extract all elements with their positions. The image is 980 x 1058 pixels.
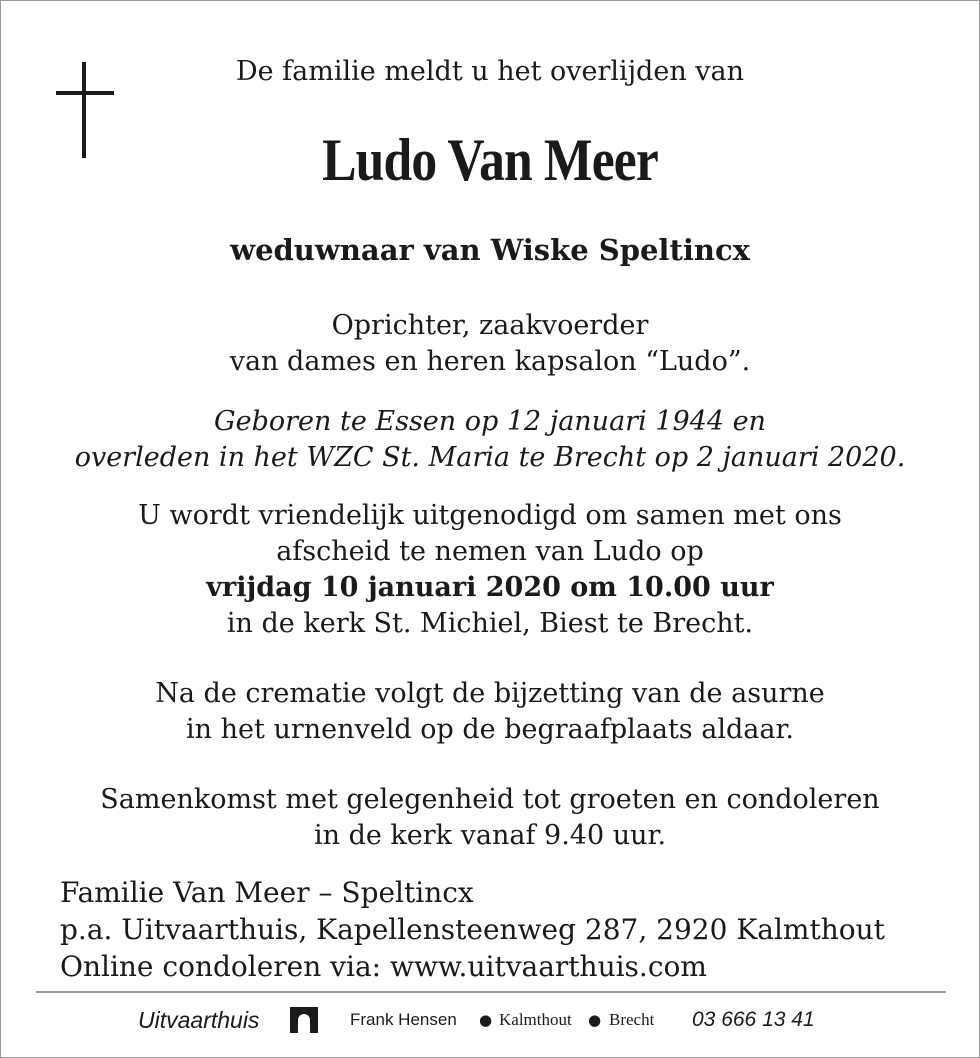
arch-logo-icon <box>290 1007 318 1033</box>
intro-text: De familie meldt u het overlijden van <box>235 56 745 87</box>
bullet-icon: ● <box>588 1011 602 1029</box>
ceremony-date: vrijdag 10 januari 2020 om 10.00 uur <box>206 572 774 603</box>
invite-line: U wordt vriendelijk uitgenodigd om samen met ons <box>138 500 842 531</box>
condolence-link[interactable]: Online condoleren via: www.uitvaarthuis.com <box>60 950 707 983</box>
footer-town: Brecht <box>609 1010 655 1029</box>
meeting-line: Samenkomst met gelegenheid tot groeten en condoleren <box>100 784 880 815</box>
burial-line: in het urnenveld op de begraafplaats aldaar. <box>186 714 794 745</box>
meeting-line: in de kerk vanaf 9.40 uur. <box>313 820 667 851</box>
footer-town: Kalmthout <box>499 1010 572 1029</box>
role-block <box>0 308 980 380</box>
footer-divider <box>36 991 946 993</box>
invite-line: afscheid te nemen van Ludo op <box>276 536 704 567</box>
bullet-icon: ● <box>479 1011 493 1029</box>
birth-line: Geboren te Essen op 12 januari 1944 en <box>214 406 766 437</box>
meeting-block <box>0 782 980 854</box>
burial-block <box>0 676 980 748</box>
footer-brand: Uitvaarthuis <box>138 1007 260 1033</box>
invite-line: in de kerk St. Michiel, Biest te Brecht. <box>226 608 754 639</box>
burial-line: Na de crematie volgt de bijzetting van de asurne <box>155 678 825 709</box>
birth-block <box>0 404 980 476</box>
footer-director: Frank Hensen <box>350 1010 457 1029</box>
family-line: Familie Van Meer – Speltincx <box>60 876 474 909</box>
invite-block <box>0 498 980 642</box>
spouse-text: weduwnaar van Wiske Speltincx <box>230 233 750 267</box>
footer <box>0 1002 980 1038</box>
footer-phone: 03 666 13 41 <box>692 1008 815 1031</box>
family-block <box>60 874 940 985</box>
role-line: van dames en heren kapsalon “Ludo”. <box>229 346 751 377</box>
family-address: p.a. Uitvaarthuis, Kapellensteenweg 287, 2920 Kalmthout <box>60 913 885 946</box>
birth-line: overleden in het WZC St. Maria te Brecht op 2 januari 2020. <box>74 442 906 473</box>
deceased-name: Ludo Van Meer <box>322 127 658 193</box>
role-line: Oprichter, zaakvoerder <box>331 310 649 341</box>
